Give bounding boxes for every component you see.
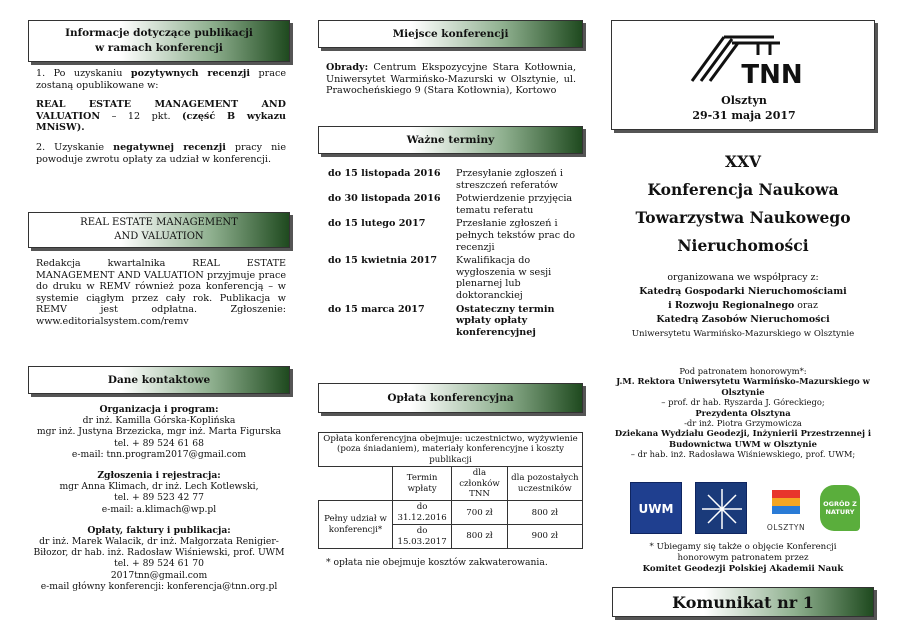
komunikat-box	[612, 587, 874, 617]
publication-info-header	[28, 20, 290, 62]
conference-title	[611, 148, 875, 260]
fee-footnote: * opłata nie obejmuje kosztów zakwaterowania.	[326, 557, 548, 568]
fee-table	[318, 432, 583, 549]
publication-info-header-line1: Informacje dotyczące publikacji	[65, 27, 253, 39]
publication-info-text	[36, 68, 286, 165]
term-date: do 15 marca 2017	[328, 303, 425, 315]
olsztyn-emblem-icon	[760, 484, 812, 520]
additional-patronage-note	[606, 542, 880, 575]
uwm-logo-text: UWM	[638, 502, 674, 516]
info-p3-b: negatywnej recenzji	[113, 141, 226, 153]
fee-table-corner	[319, 467, 393, 501]
remv-text: Redakcja kwartalnika REAL ESTATE MANAGEMENT AND VALUATION przyjmuje prace do druku w REMV również poza konferencją – w systemie ciągłym przez cały rok. Publikacja w REMV jest odpłatna. Zgłoszenie: www.editorialsystem.com/remv	[36, 258, 286, 327]
event-dates: 29-31 maja 2017	[692, 109, 796, 122]
patron-2: Prezydenta Olsztyna	[695, 407, 791, 418]
faculty-compass-icon	[696, 483, 748, 535]
reg-line1: mgr Anna Klimach, dr inż. Lech Kotlewski,	[59, 481, 259, 493]
info-p2-b: – 12 pkt.	[100, 110, 182, 122]
term-row	[328, 304, 588, 339]
term-date: do 15 lutego 2017	[328, 218, 426, 230]
reg-line3: e-mail: a.klimach@wp.pl	[101, 503, 217, 515]
place-header	[318, 20, 583, 48]
contact-header	[28, 366, 290, 394]
title-line1: XXV	[724, 152, 762, 171]
term-date: do 15 kwietnia 2017	[328, 255, 438, 267]
place-address: Centrum Ekspozycyjne Stara Kotłownia, Uniwersytet Warmińsko-Mazurski w Olsztynie, ul. Prawocheńskiego 9 (Stara Kotłownia), Kortowo	[326, 62, 576, 97]
fee-line2: tel. + 89 524 61 70	[114, 558, 204, 570]
fee-table-caption: Opłata konferencyjna obejmuje: uczestnictwo, wyżywienie (poza śniadaniem), materiały konferencyjne i koszty publikacji	[319, 433, 583, 467]
remv-header-line2: AND VALUATION	[114, 231, 204, 242]
term-desc: Przesłanie zgłoszeń i pełnych tekstów prac do recenzji	[456, 218, 576, 253]
org-line4: e-mail: tnn.program2017@gmail.com	[71, 448, 247, 460]
publication-info-header-line2: w ramach konferencji	[95, 42, 223, 54]
fee-line4: e-mail główny konferencji: konferencja@tnn.org.pl	[40, 580, 278, 592]
info-p1-b: pozytywnych recenzji	[130, 68, 251, 79]
olsztyn-logo-text: OLSZTYN	[766, 523, 806, 532]
info-p2-c: (część B wykazu MNiSW).	[36, 110, 286, 134]
org-line1: dr inż. Kamilla Górska-Koplińska	[82, 415, 236, 427]
info-p2-a: REAL ESTATE MANAGEMENT AND VALUATION	[36, 99, 286, 122]
reg-title: Zgłoszenia i rejestracja:	[97, 470, 221, 482]
term-row	[328, 168, 588, 191]
patron-1-name: – prof. dr hab. Ryszarda J. Góreckiego;	[661, 397, 825, 408]
ogrod-logo-text: OGRÓD Z NATURY	[823, 500, 857, 516]
fee-table-term: do 31.12.2016	[392, 501, 451, 525]
term-desc: Kwalifikacja do wygłoszenia w sesji plenarnej lub doktoranckiej	[456, 255, 552, 301]
univ-name: Uniwersytetu Warmińsko-Mazurskiego w Olsztynie	[631, 329, 855, 339]
org-title: Organizacja i program:	[99, 404, 219, 415]
term-desc: Przesyłanie zgłoszeń i streszczeń referatów	[456, 168, 563, 191]
dates-header	[318, 126, 583, 154]
patron-intro: Pod patronatem honorowym*:	[679, 366, 807, 376]
fee-line3: 2017tnn@gmail.com	[110, 569, 208, 581]
note-line1: * Ubiegamy się także o objęcie Konferencji	[649, 542, 837, 552]
place-text	[326, 62, 576, 97]
title-line4: Nieruchomości	[677, 236, 809, 255]
fee-table-th-members: dla członków TNN	[452, 467, 507, 501]
org-line2: mgr inż. Justyna Brzezicka, mgr inż. Marta Figurska	[36, 426, 282, 438]
fee-table-others: 900 zł	[507, 525, 582, 549]
term-desc: Ostateczny termin wpłaty opłaty konferencyjnej	[456, 303, 555, 338]
dept-line2b: oraz	[794, 300, 818, 311]
remv-header	[28, 212, 290, 248]
contact-details	[28, 404, 290, 592]
patron-2-name: -dr inż. Piotra Grzymowicza	[684, 418, 802, 429]
title-line3: Towarzystwa Naukowego	[635, 208, 851, 227]
important-dates-list	[328, 168, 588, 340]
ogrod-logo	[820, 485, 860, 531]
dates-header-label: Ważne terminy	[406, 133, 495, 146]
olsztyn-logo	[760, 484, 812, 532]
tnn-logo-icon	[612, 23, 876, 95]
fee-table-members: 800 zł	[452, 525, 507, 549]
komunikat-label: Komunikat nr 1	[672, 592, 814, 612]
org-line3: tel. + 89 524 61 68	[114, 437, 204, 449]
fee-table-th-term: Termin wpłaty	[392, 467, 451, 501]
term-row	[328, 255, 588, 301]
event-city: Olsztyn	[721, 94, 767, 107]
fee-table-th-others: dla pozostałych uczestników	[507, 467, 582, 501]
note-line3: Komitet Geodezji Polskiej Akademii Nauk	[642, 564, 844, 574]
term-date: do 30 listopada 2016	[328, 193, 441, 205]
patron-3: Dziekana Wydziału Geodezji, Inżynierii Przestrzennej i Budownictwa UWM w Olsztynie	[614, 428, 872, 449]
fee-table-members: 700 zł	[452, 501, 507, 525]
term-desc: Potwierdzenie przyjęcia tematu referatu	[456, 193, 573, 216]
info-p1-a: 1. Po uzyskaniu	[36, 68, 131, 79]
note-line2: honorowym patronatem przez	[677, 553, 809, 563]
dept-line3: Katedrą Zasobów Nieruchomości	[656, 314, 830, 325]
place-header-label: Miejsce konferencji	[392, 27, 509, 40]
title-line2: Konferencja Naukowa	[647, 180, 839, 199]
faculty-logo	[695, 482, 747, 534]
header-logo-box	[611, 20, 875, 130]
tnn-logo-text: TNN	[741, 60, 803, 90]
cooperation-block	[606, 271, 880, 341]
contact-header-label: Dane kontaktowe	[107, 373, 211, 386]
info-p3-c: pracy nie powoduje zwrotu opłaty za udział w konferencji.	[36, 141, 286, 165]
place-label: Obrady:	[326, 62, 369, 73]
patronage-block	[608, 366, 878, 460]
info-p1-c: prace zostaną opublikowane w:	[36, 68, 286, 91]
fee-title: Opłaty, faktury i publikacja:	[87, 524, 231, 536]
reg-line2: tel. + 89 523 42 77	[114, 492, 204, 504]
payment-header	[318, 383, 583, 413]
remv-header-line1: REAL ESTATE MANAGEMENT	[80, 217, 238, 228]
fee-line1: dr inż. Marek Walacik, dr inż. Małgorzata Renigier-Biłozor, dr hab. inż. Radosław Wiśniewski, prof. UWM	[33, 536, 285, 559]
payment-header-label: Opłata konferencyjna	[387, 391, 514, 404]
term-row	[328, 218, 588, 253]
fee-table-term: do 15.03.2017	[392, 525, 451, 549]
fee-table-others: 800 zł	[507, 501, 582, 525]
term-date: do 15 listopada 2016	[328, 168, 441, 179]
uwm-logo	[630, 482, 682, 534]
dept-line1: Katedrą Gospodarki Nieruchomościami	[639, 286, 847, 297]
patron-1: J.M. Rektora Uniwersytetu Warmińsko-Mazurskiego w Olsztynie	[616, 376, 870, 397]
coop-intro: organizowana we współpracy z:	[667, 272, 819, 283]
term-row	[328, 193, 588, 216]
fee-table-row-label: Pełny udział w konferencji*	[319, 501, 393, 549]
patron-3-name: – dr hab. inż. Radosława Wiśniewskiego, prof. UWM;	[630, 449, 856, 460]
info-p3-a: 2. Uzyskanie	[36, 141, 114, 153]
dept-line2a: i Rozwoju Regionalnego	[668, 300, 795, 311]
